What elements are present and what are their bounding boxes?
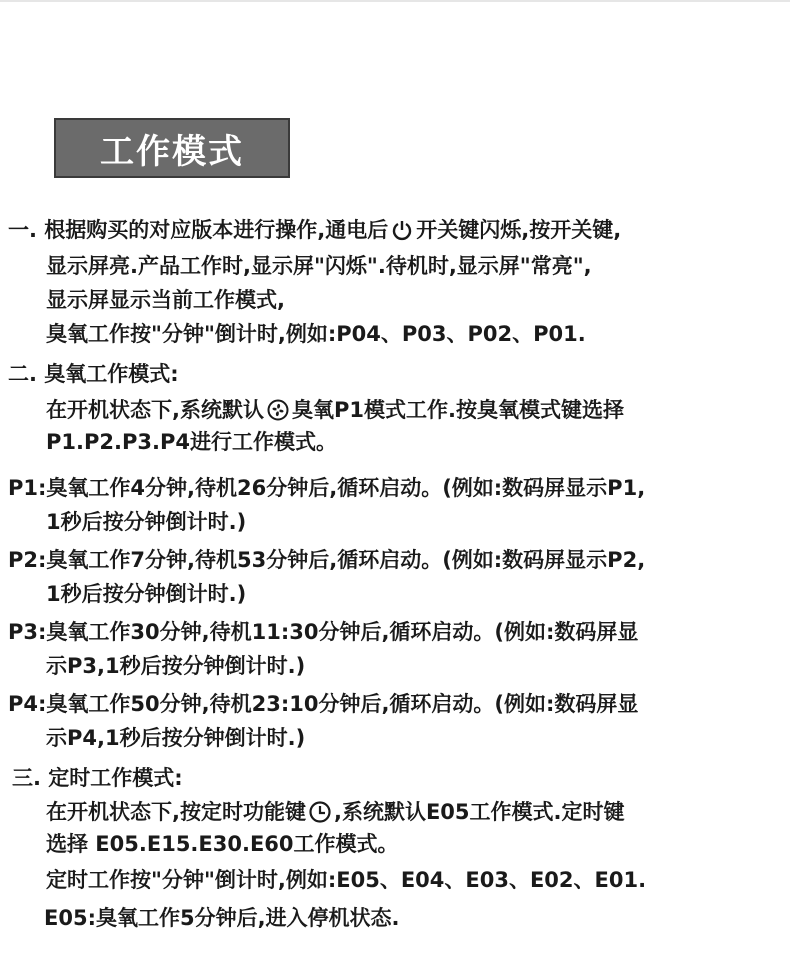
- p2-line1: P2:臭氧工作7分钟,待机53分钟后,循环启动。(例如:数码屏显示P2,: [8, 548, 646, 572]
- ozone-fan-icon: [267, 399, 289, 421]
- section1-line4: 臭氧工作按"分钟"倒计时,例如:P04、P03、P02、P01.: [46, 322, 586, 346]
- p1-line2: 1秒后按分钟倒计时.): [46, 510, 247, 534]
- section3-text-b: ,系统默认E05工作模式.定时键: [333, 800, 625, 824]
- section3-line3: 定时工作按"分钟"倒计时,例如:E05、E04、E03、E02、E01.: [46, 868, 647, 892]
- section2-text-a: 在开机状态下,系统默认: [46, 398, 264, 422]
- section3-number: 三.: [12, 766, 41, 790]
- clock-icon: [309, 801, 331, 823]
- top-divider: [0, 0, 790, 2]
- section3-line4: E05:臭氧工作5分钟后,进入停机状态.: [44, 906, 400, 930]
- section2-line1: [46, 396, 624, 424]
- section1-number: 一.: [8, 218, 37, 242]
- section1-line2: 显示屏亮.产品工作时,显示屏"闪烁".待机时,显示屏"常亮",: [46, 254, 592, 278]
- p3-line2: 示P3,1秒后按分钟倒计时.): [46, 654, 306, 678]
- page-title: 工作模式: [54, 118, 290, 178]
- section1-line1: [8, 216, 621, 244]
- section1-text-a: 根据购买的对应版本进行操作,通电后: [44, 218, 389, 242]
- p3-line1: P3:臭氧工作30分钟,待机11:30分钟后,循环启动。(例如:数码屏显: [8, 620, 639, 644]
- section1-line3: 显示屏显示当前工作模式,: [46, 288, 285, 312]
- section3-heading-line: [12, 764, 183, 792]
- section2-line2: P1.P2.P3.P4进行工作模式。: [46, 430, 337, 454]
- p2-line2: 1秒后按分钟倒计时.): [46, 582, 247, 606]
- section3-line2: 选择 E05.E15.E30.E60工作模式。: [46, 832, 399, 856]
- p1-line1: P1:臭氧工作4分钟,待机26分钟后,循环启动。(例如:数码屏显示P1,: [8, 476, 646, 500]
- section2-number: 二.: [8, 362, 37, 386]
- section1-text-b: 开关键闪烁,按开关键,: [416, 218, 622, 242]
- section2-heading-line: [8, 360, 179, 388]
- section2-text-b: 臭氧P1模式工作.按臭氧模式键选择: [291, 398, 624, 422]
- p4-line2: 示P4,1秒后按分钟倒计时.): [46, 726, 306, 750]
- power-icon: [391, 219, 413, 241]
- section3-line1: [46, 798, 625, 826]
- section3-heading: 定时工作模式:: [48, 766, 183, 790]
- p4-line1: P4:臭氧工作50分钟,待机23:10分钟后,循环启动。(例如:数码屏显: [8, 692, 639, 716]
- section2-heading: 臭氧工作模式:: [44, 362, 179, 386]
- section3-text-a: 在开机状态下,按定时功能键: [46, 800, 306, 824]
